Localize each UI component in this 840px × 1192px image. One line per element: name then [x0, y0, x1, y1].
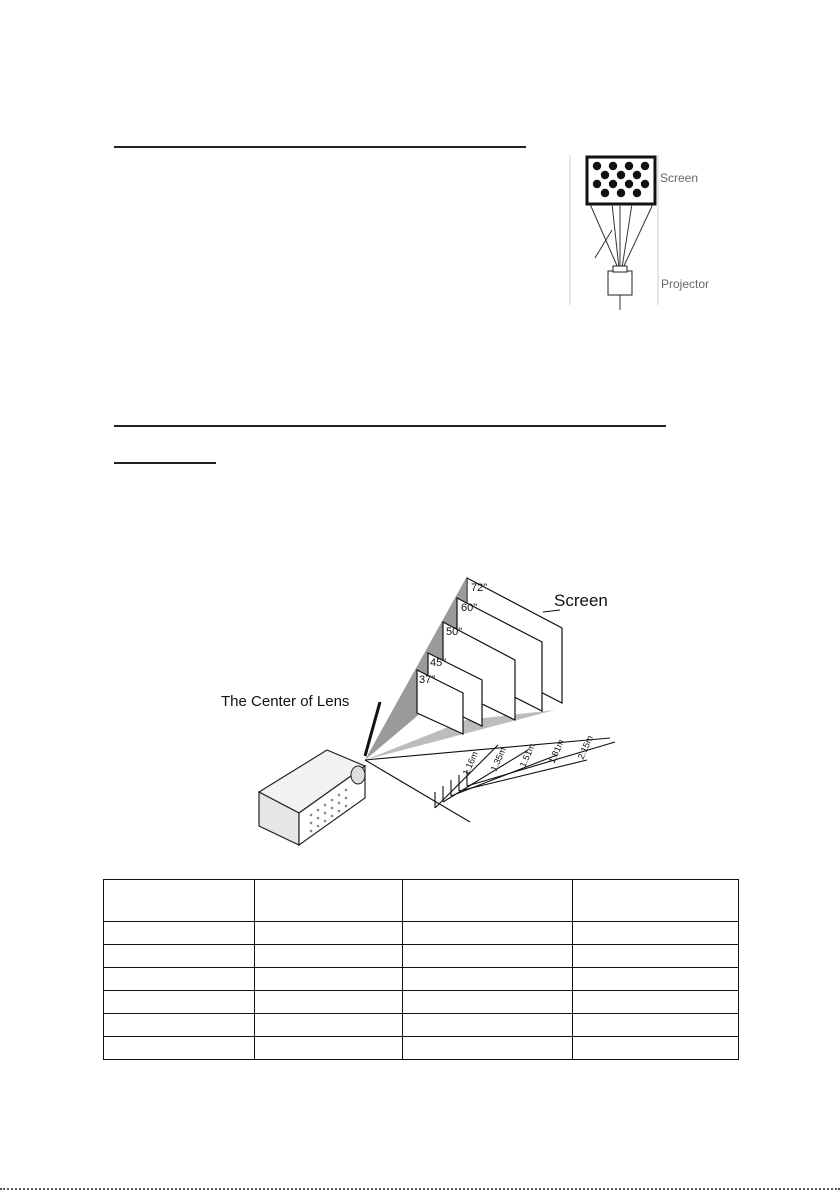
table-cell — [104, 880, 255, 922]
screen-label: Screen — [660, 171, 699, 185]
section-1-heading-rule — [114, 146, 526, 148]
screen-size-label: 60" — [461, 602, 478, 614]
table-cell — [104, 968, 255, 991]
table-cell — [573, 1037, 739, 1060]
screen-size-label: 37" — [419, 674, 436, 686]
table-cell — [573, 991, 739, 1014]
table-cell — [403, 880, 573, 922]
table-cell — [403, 945, 573, 968]
table-row — [104, 922, 739, 945]
section-2-heading-rule-short — [114, 462, 216, 464]
lens-icon — [351, 766, 365, 784]
screen-projector-figure — [560, 150, 730, 315]
table-cell — [255, 968, 403, 991]
distance-label: 1.16m — [460, 749, 481, 777]
projector-box — [608, 271, 632, 295]
table-cell — [255, 880, 403, 922]
table-row — [104, 991, 739, 1014]
table-cell — [573, 922, 739, 945]
table-cell — [403, 991, 573, 1014]
table-cell — [403, 1014, 573, 1037]
table-cell — [573, 1014, 739, 1037]
screen-size-label: 72" — [471, 582, 488, 594]
throw-distance-table — [103, 879, 739, 1060]
distance-label: 2.15m — [575, 733, 596, 761]
table-cell — [104, 991, 255, 1014]
table-cell — [255, 922, 403, 945]
table-row — [104, 945, 739, 968]
table-cell — [104, 1014, 255, 1037]
lens-label: The Center of Lens — [221, 693, 350, 710]
table-row — [104, 1037, 739, 1060]
table-cell — [104, 922, 255, 945]
projector-illustration — [259, 750, 365, 845]
distance-label: 1.51m — [517, 741, 538, 769]
table-cell — [573, 968, 739, 991]
screen-size-label: 50" — [446, 626, 463, 638]
table-cell — [403, 922, 573, 945]
distance-label: 1.35m — [488, 745, 509, 773]
section-2-heading-rule — [114, 425, 666, 427]
table-cell — [104, 1037, 255, 1060]
projector-label: Projector — [661, 277, 710, 291]
table-cell — [104, 945, 255, 968]
table-cell — [403, 1037, 573, 1060]
table-cell — [403, 968, 573, 991]
screen-size-label: 45" — [430, 657, 447, 669]
throw-distance-figure — [215, 570, 625, 855]
table-cell — [573, 945, 739, 968]
distance-label: 1.81m — [546, 737, 567, 765]
table-cell — [573, 880, 739, 922]
table-cell — [255, 1037, 403, 1060]
page-bottom-edge — [0, 1188, 840, 1190]
table-cell — [255, 991, 403, 1014]
screen-title-label: Screen — [554, 591, 608, 610]
table-row — [104, 968, 739, 991]
table-cell — [255, 945, 403, 968]
table-row — [104, 1014, 739, 1037]
table-cell — [255, 1014, 403, 1037]
table-header-row — [104, 880, 739, 922]
